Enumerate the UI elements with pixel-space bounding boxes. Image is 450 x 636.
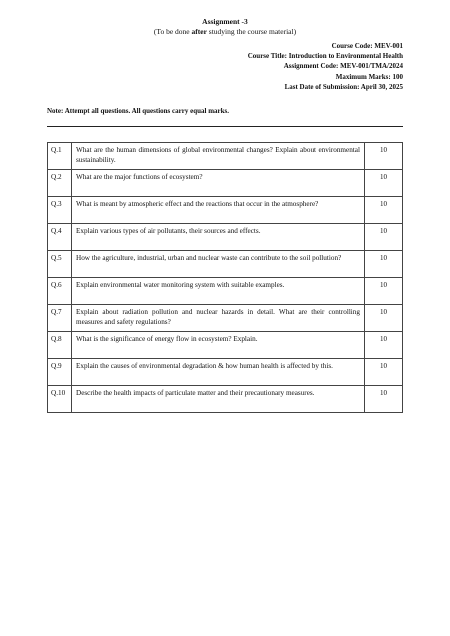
question-text: Explain the causes of environmental degradation & how human health is affected by this. <box>72 359 365 386</box>
question-number: Q.2 <box>48 170 72 197</box>
questions-table <box>47 142 403 413</box>
question-row <box>48 170 403 197</box>
question-text: What is the significance of energy flow in ecosystem? Explain. <box>72 332 365 359</box>
question-marks: 10 <box>365 278 403 305</box>
question-marks: 10 <box>365 197 403 224</box>
question-marks: 10 <box>365 170 403 197</box>
instructions-note: Note: Attempt all questions. All questions carry equal marks. <box>47 107 229 115</box>
question-marks: 10 <box>365 332 403 359</box>
question-text: Explain about radiation pollution and nuclear hazards in detail. What are their controlling measures and safety regulations? <box>72 305 365 332</box>
question-row <box>48 224 403 251</box>
question-number: Q.9 <box>48 359 72 386</box>
question-number: Q.7 <box>48 305 72 332</box>
maximum-marks: Maximum Marks: 100 <box>335 72 403 81</box>
question-marks: 10 <box>365 143 403 170</box>
subtitle-suffix: studying the course material) <box>206 27 297 36</box>
question-number: Q.10 <box>48 386 72 413</box>
question-number: Q.4 <box>48 224 72 251</box>
question-text: What is meant by atmospheric effect and the reactions that occur in the atmosphere? <box>72 197 365 224</box>
question-row <box>48 278 403 305</box>
question-text: Describe the health impacts of particulate matter and their precautionary measures. <box>72 386 365 413</box>
course-meta <box>248 41 403 92</box>
question-number: Q.8 <box>48 332 72 359</box>
subtitle-emphasis: after <box>191 27 207 36</box>
assignment-title: Assignment -3 <box>202 17 248 26</box>
question-text: Explain environmental water monitoring system with suitable examples. <box>72 278 365 305</box>
question-marks: 10 <box>365 305 403 332</box>
course-title: Course Title: Introduction to Environmental Health <box>247 52 403 61</box>
question-row <box>48 359 403 386</box>
question-row <box>48 305 403 332</box>
assignment-subtitle <box>0 27 450 36</box>
last-date-of-submission: Last Date of Submission: April 30, 2025 <box>284 82 403 91</box>
question-number: Q.6 <box>48 278 72 305</box>
question-text: Explain various types of air pollutants, their sources and effects. <box>72 224 365 251</box>
question-row <box>48 332 403 359</box>
question-row <box>48 386 403 413</box>
question-number: Q.1 <box>48 143 72 170</box>
course-code: Course Code: MEV-001 <box>331 42 403 50</box>
question-text: What are the human dimensions of global environmental changes? Explain about environmental sustainability. <box>72 143 365 170</box>
question-marks: 10 <box>365 386 403 413</box>
question-row <box>48 197 403 224</box>
question-row <box>48 251 403 278</box>
question-text: How the agriculture, industrial, urban and nuclear waste can contribute to the soil pollution? <box>72 251 365 278</box>
question-text: What are the major functions of ecosystem? <box>72 170 365 197</box>
assignment-code: Assignment Code: MEV-001/TMA/2024 <box>283 62 403 71</box>
horizontal-divider <box>47 126 403 127</box>
subtitle-prefix: (To be done <box>153 27 192 36</box>
question-number: Q.3 <box>48 197 72 224</box>
question-marks: 10 <box>365 251 403 278</box>
question-number: Q.5 <box>48 251 72 278</box>
question-marks: 10 <box>365 359 403 386</box>
question-row <box>48 143 403 170</box>
question-marks: 10 <box>365 224 403 251</box>
